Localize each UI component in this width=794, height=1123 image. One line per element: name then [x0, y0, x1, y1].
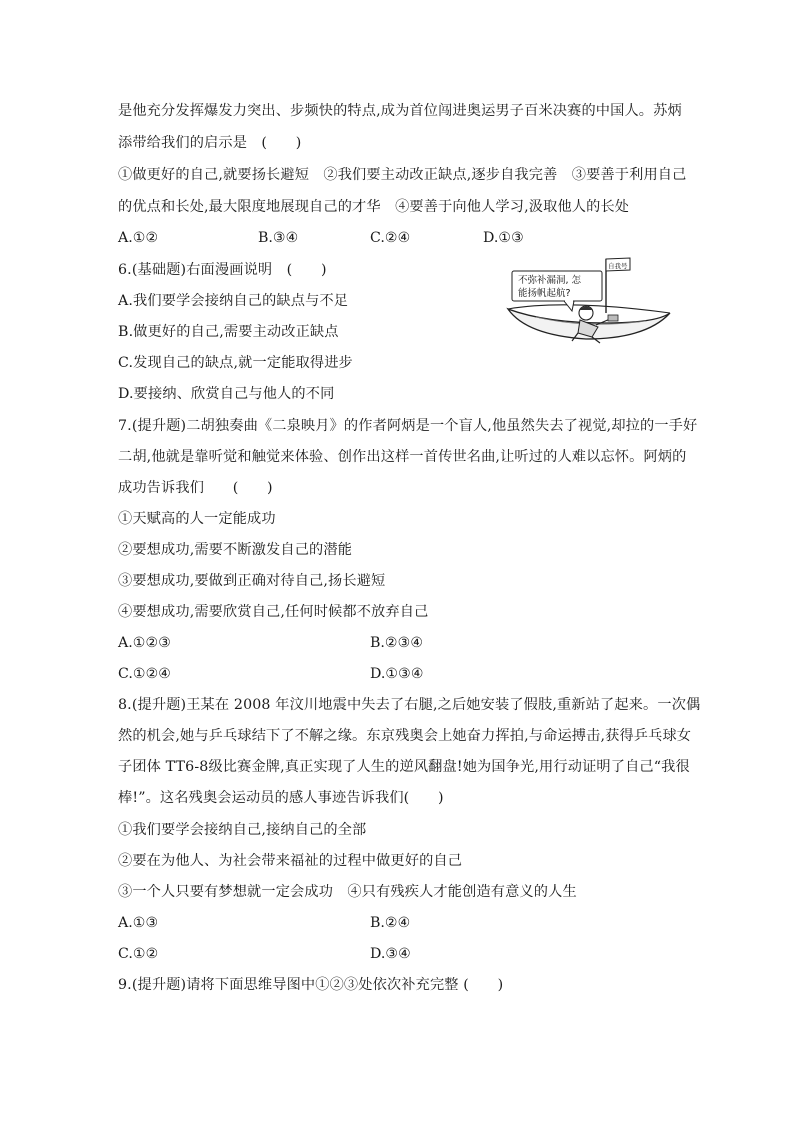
q8-item-3: ③一个人只要有梦想就一定会成功 ④只有残疾人才能创造有意义的人生: [118, 884, 577, 900]
q7-item-2: ②要想成功,需要不断激发自己的潜能: [118, 542, 353, 558]
q7-option-a[interactable]: A.①②③: [118, 635, 171, 651]
q6-option-b[interactable]: B.做更好的自己,需要主动改正缺点: [118, 324, 339, 340]
q5-statement-line1: ①做更好的自己,就要扬长避短 ②我们要主动改正缺点,逐步自我完善 ③要善于利用自己: [118, 167, 687, 183]
q5-option-a[interactable]: A.①②: [118, 230, 159, 246]
q5-option-d[interactable]: D.①③: [483, 230, 524, 246]
q7-option-d[interactable]: D.①③④: [370, 666, 424, 682]
bubble-text-line2: 能扬帆起航?: [518, 288, 571, 299]
q8-line3: 子团体 TT6-8级比赛金牌,真正实现了人生的逆风翻盘!她为国争光,用行动证明了自己“我很: [118, 759, 690, 775]
q8-option-d[interactable]: D.③④: [370, 946, 411, 962]
q5-line1: 是他充分发挥爆发力突出、步频快的特点,成为首位闯进奥运男子百米决赛的中国人。苏炳: [118, 103, 682, 119]
q7-option-c[interactable]: C.①②④: [118, 666, 172, 682]
flag-text: 自我号: [608, 262, 628, 270]
q7-option-b[interactable]: B.②③④: [370, 635, 424, 651]
q8-option-c[interactable]: C.①②: [118, 946, 159, 962]
q5-line2: 添带给我们的启示是 ( ): [118, 135, 302, 151]
q8-item-1: ①我们要学会接纳自己,接纳自己的全部: [118, 822, 367, 838]
bubble-text-line1: 不弥补漏洞, 怎: [518, 275, 582, 286]
q6-option-d[interactable]: D.要接纳、欣赏自己与他人的不同: [118, 386, 335, 402]
q5-option-c[interactable]: C.②④: [370, 230, 411, 246]
q7-item-1: ①天赋高的人一定能成功: [118, 511, 276, 527]
q5-option-b[interactable]: B.③④: [258, 230, 299, 246]
q8-item-2: ②要在为他人、为社会带来福祉的过程中做更好的自己: [118, 853, 463, 869]
q7-line2: 二胡,他就是靠听觉和触觉来体验、创作出这样一首传世名曲,让听过的人难以忘怀。阿炳的: [118, 449, 687, 465]
q8-option-b[interactable]: B.②④: [370, 915, 411, 931]
q6-cartoon: [506, 253, 672, 349]
q7-line3: 成功告诉我们 ( ): [118, 480, 273, 496]
boat-cartoon-illustration: [506, 253, 672, 349]
q8-line2: 然的机会,她与乒乓球结下了不解之缘。东京残奥会上她奋力挥拍,与命运搏击,获得乒乓球女: [118, 728, 692, 744]
q5-statement-line2: 的优点和长处,最大限度地展现自己的才华 ④要善于向他人学习,汲取他人的长处: [118, 199, 630, 215]
q8-line1: 8.(提升题)王某在 2008 年汶川地震中失去了右腿,之后她安装了假肢,重新站了起来。一次偶: [118, 697, 701, 713]
q8-option-a[interactable]: A.①③: [118, 915, 159, 931]
q9-stem: 9.(提升题)请将下面思维导图中①②③处依次补充完整 ( ): [118, 977, 504, 993]
q8-line4: 棒!”。这名残奥会运动员的感人事迹告诉我们( ): [118, 790, 444, 806]
q6-option-c[interactable]: C.发现自己的缺点,就一定能取得进步: [118, 355, 353, 371]
q7-item-3: ③要想成功,要做到正确对待自己,扬长避短: [118, 573, 386, 589]
q6-option-a[interactable]: A.我们要学会接纳自己的缺点与不足: [118, 293, 349, 309]
q6-stem: 6.(基础题)右面漫画说明 ( ): [118, 262, 327, 278]
q7-item-4: ④要想成功,需要欣赏自己,任何时候都不放弃自己: [118, 604, 429, 620]
q7-line1: 7.(提升题)二胡独奏曲《二泉映月》的作者阿炳是一个盲人,他虽然失去了视觉,却拉的一手好: [118, 418, 698, 434]
